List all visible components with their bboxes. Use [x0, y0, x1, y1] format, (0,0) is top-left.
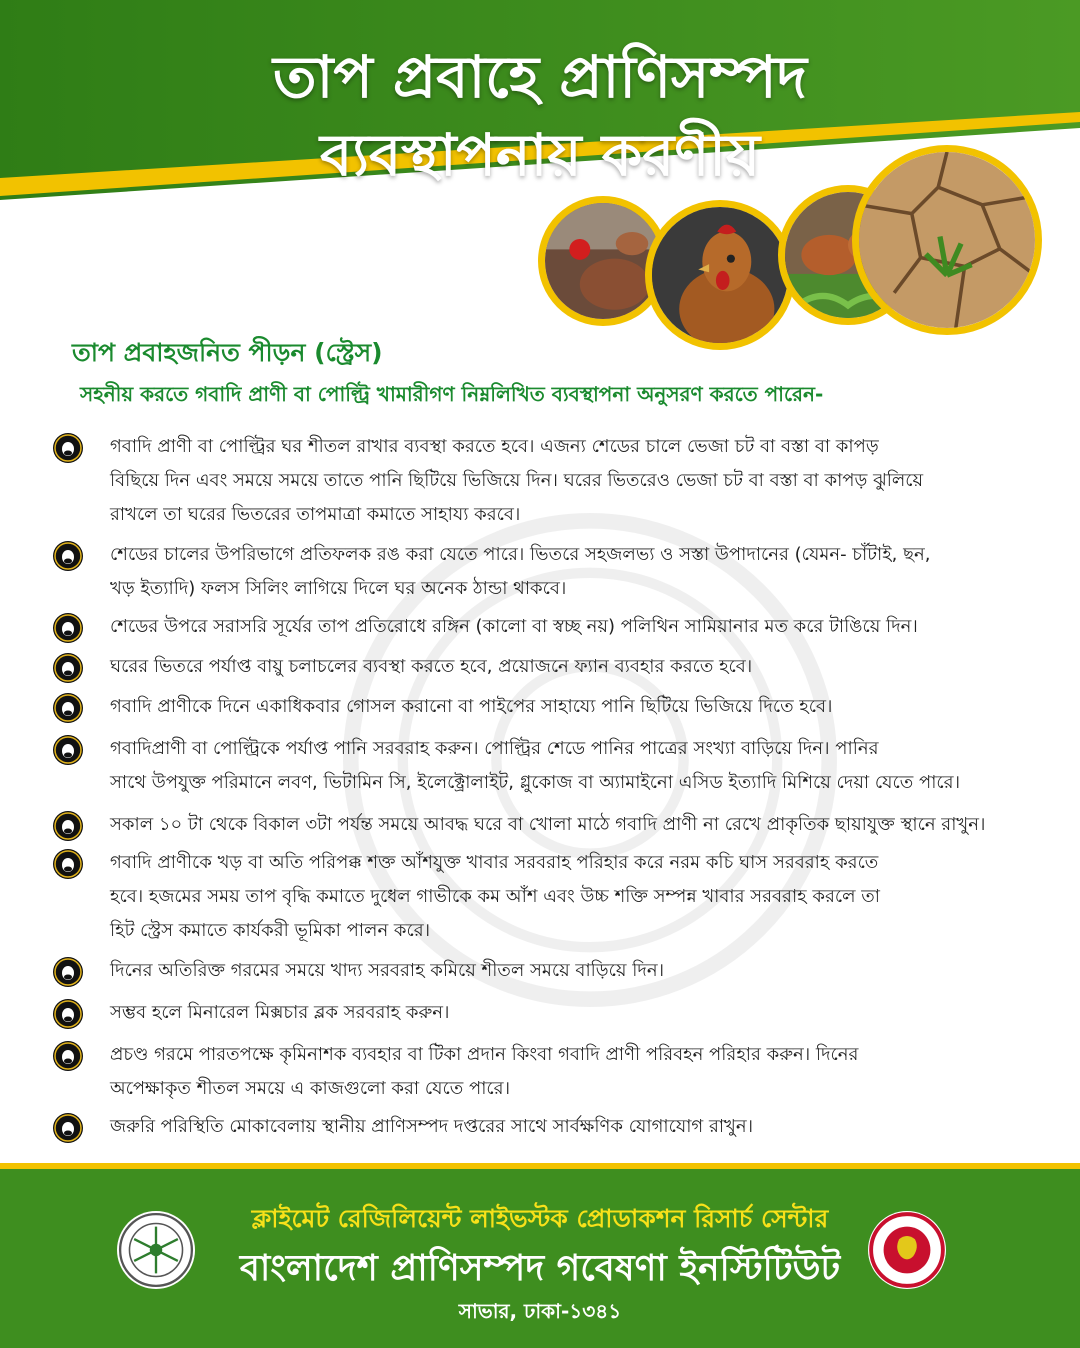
- cow-face-icon: [52, 612, 84, 644]
- list-item-line: দিনের অতিরিক্ত গরমের সময়ে খাদ্য সরবরাহ কমিয়ে শীতল সময়ে বাড়িয়ে দিন।: [110, 960, 665, 981]
- list-item-line: সাথে উপযুক্ত পরিমানে লবণ, ভিটামিন সি, ইলেক্ট্রোলাইট, গ্লুকোজ বা অ্যামাইনো এসিড ইত্যাদি মিশিয়ে দেয়া যেতে পারে।: [110, 772, 961, 793]
- photo-hen: [645, 200, 795, 350]
- page-title-line-2: ব্যবস্থাপনায় করণীয়: [319, 121, 761, 189]
- list-item-line: ঘরের ভিতরে পর্যাপ্ত বায়ু চলাচলের ব্যবস্থা করতে হবে, প্রয়োজনে ফ্যান ব্যবহার করতে হবে।: [110, 656, 753, 677]
- list-item-line: অপেক্ষাকৃত শীতল সময়ে এ কাজগুলো করা যেতে পারে।: [110, 1078, 511, 1099]
- list-item-line: বিছিয়ে দিন এবং সময়ে সময়ে তাতে পানি ছিটিয়ে ভিজিয়ে দিন। ঘরের ভিতরেও ভেজা চট বা বস্তা বা কাপড় ঝুলিয়ে: [110, 470, 924, 491]
- cow-face-icon: [52, 652, 84, 684]
- subtitle-intro: সহনীয় করতে গবাদি প্রাণী বা পোল্ট্রি খামারীগণ নিম্নলিখিত ব্যবস্থাপনা অনুসরণ করতে পারেন-: [80, 382, 824, 406]
- list-item-line: গবাদি প্রাণীকে খড় বা অতি পরিপক্ক শক্ত আঁশযুক্ত খাবার সরবরাহ পরিহার করে নরম কচি ঘাস সরবরাহ করতে: [110, 852, 879, 873]
- cow-face-icon: [52, 692, 84, 724]
- list-item-line: সকাল ১০ টা থেকে বিকাল ৩টা পর্যন্ত সময়ে আবদ্ধ ঘরে বা খোলা মাঠে গবাদি প্রাণী না রেখে প্রাকৃতিক ছায়াযুক্ত স্থানে রাখুন।: [110, 814, 986, 835]
- list-item-line: গবাদি প্রাণীকে দিনে একাধিকবার গোসল করানো বা পাইপের সাহায্যে পানি ছিটিয়ে ভিজিয়ে দিতে হবে।: [110, 696, 833, 717]
- list-item-line: গবাদি প্রাণী বা পোল্ট্রির ঘর শীতল রাখার ব্যবস্থা করতে হবে। এজন্য শেডের চালে ভেজা চট বা বস্তা বা কাপড়: [110, 436, 879, 457]
- list-item-line: সম্ভব হলে মিনারেল মিক্সচার ব্লক সরবরাহ করুন।: [110, 1002, 450, 1023]
- list-item-line: শেডের উপরে সরাসরি সূর্যের তাপ প্রতিরোধে রঙ্গিন (কালো বা স্বচ্ছ নয়) পলিথিন সামিয়ানার মত করে টাঙিয়ে দিন।: [110, 616, 918, 637]
- cow-face-icon: [52, 998, 84, 1030]
- footer: [0, 1163, 1080, 1348]
- footer-address: সাভার, ঢাকা-১৩৪১: [458, 1299, 622, 1323]
- page-title-line-1: তাপ প্রবাহে প্রাণিসম্পদ: [272, 43, 808, 111]
- cow-face-icon: [52, 848, 84, 880]
- list-item-line: খড় ইত্যাদি) ফলস সিলিং লাগিয়ে দিলে ঘর অনেক ঠান্ডা থাকবে।: [110, 578, 567, 599]
- list-item-line: শেডের চালের উপরিভাগে প্রতিফলক রঙ করা যেতে পারে। ভিতরে সহজলভ্য ও সস্তা উপাদানের (যেমন- চাঁটাই, ছন,: [110, 544, 931, 565]
- cow-face-icon: [52, 432, 84, 464]
- list-item-line: গবাদিপ্রাণী বা পোল্ট্রিকে পর্যাপ্ত পানি সরবরাহ করুন। পোল্ট্রির শেডে পানির পাত্রের সংখ্যা বাড়িয়ে দিন। পানির: [110, 738, 879, 759]
- cow-face-icon: [52, 1040, 84, 1072]
- government-seal-icon: [868, 1211, 946, 1289]
- cow-face-icon: [52, 956, 84, 988]
- subtitle-heat-stress: তাপ প্রবাহজনিত পীড়ন (স্ট্রেস): [72, 338, 383, 367]
- list-item-line: হবে। হজমের সময় তাপ বৃদ্ধি কমাতে দুধেল গাভীকে কম আঁশ এবং উচ্চ শক্তি সম্পন্ন খাবার সরবরাহ করলে তা: [110, 886, 880, 907]
- photo-cracked-soil: [852, 145, 1042, 335]
- cow-face-icon: [52, 540, 84, 572]
- list-item-line: প্রচণ্ড গরমে পারতপক্ষে কৃমিনাশক ব্যবহার বা টিকা প্রদান কিংবা গবাদি প্রাণী পরিবহন পরিহার করুন। দিনের: [110, 1044, 859, 1065]
- footer-institute-name: বাংলাদেশ প্রাণিসম্পদ গবেষণা ইনস্টিটিউট: [239, 1248, 841, 1289]
- footer-research-center: ক্লাইমেট রেজিলিয়েন্ট লাইভস্টক প্রোডাকশন রিসার্চ সেন্টার: [251, 1204, 829, 1233]
- cow-face-icon: [52, 1112, 84, 1144]
- list-item-line: হিট স্ট্রেস কমাতে কার্যকরী ভূমিকা পালন করে।: [110, 920, 431, 941]
- cow-face-icon: [52, 810, 84, 842]
- list-item-line: জরুরি পরিস্থিতি মোকাবেলায় স্থানীয় প্রাণিসম্পদ দপ্তরের সাথে সার্বক্ষণিক যোগাযোগ রাখুন।: [110, 1116, 754, 1137]
- list-item-line: রাখলে তা ঘরের ভিতরের তাপমাত্রা কমাতে সাহায্য করবে।: [110, 504, 521, 525]
- cow-face-icon: [52, 734, 84, 766]
